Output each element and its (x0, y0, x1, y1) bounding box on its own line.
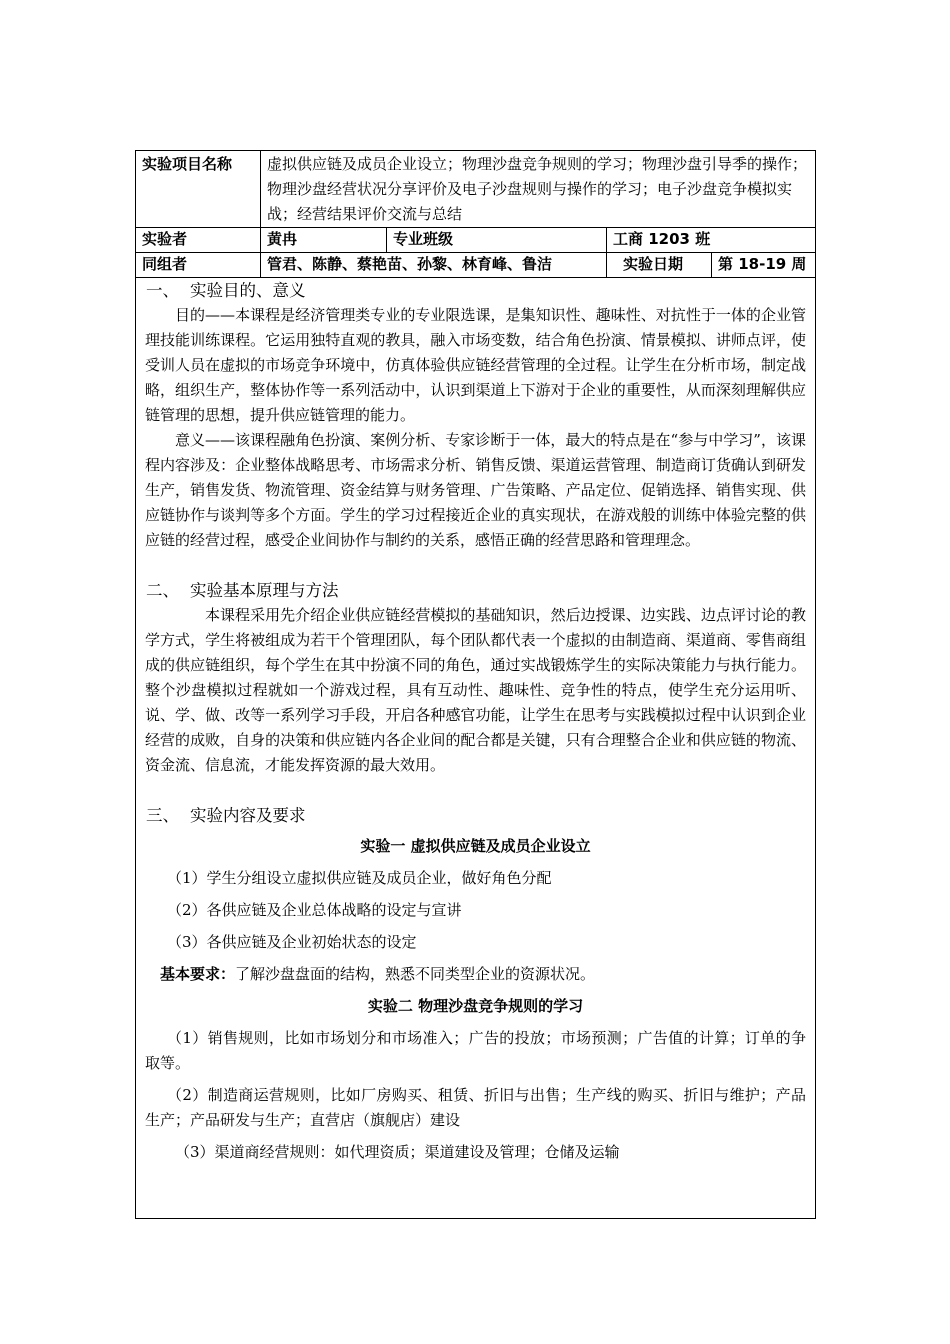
experiment1-title: 实验一 虚拟供应链及成员企业设立 (360, 837, 591, 855)
group-row (136, 252, 815, 278)
report-body (145, 278, 806, 1165)
section3-heading (146, 803, 806, 828)
section1-heading (146, 278, 806, 303)
experiment1-item: （2）各供应链及企业总体战略的设定与宣讲 (167, 901, 462, 919)
section1-meaning-paragraph: 意义——该课程融角色扮演、案例分析、专家诊断于一体，最大的特点是在“参与中学习”，该课程内容涉及：企业整体战略思考、市场需求分析、销售反馈、渠道运营管理、制造商订货确认到研发生产，销售发货、物流管理、资金结算与财务管理、广告策略、产品定位、促销选择、销售实现、供应链协作与谈判等多个方面。学生的学习过程接近企业的真实现状，在游戏般的训练中体验完整的供应链的经营过程，感受企业间协作与制约的关系，感悟正确的经营思路和管理理念。 (145, 431, 806, 549)
report-form (135, 150, 816, 1219)
section3-title: 实验内容及要求 (190, 806, 306, 825)
experiment2-item: （1）销售规则，比如市场划分和市场准入；广告的投放；市场预测；广告值的计算；订单的争取等。 (145, 1029, 806, 1072)
experiment2-title: 实验二 物理沙盘竞争规则的学习 (367, 997, 584, 1015)
requirement-text: 了解沙盘盘面的结构，熟悉不同类型企业的资源状况。 (235, 965, 596, 983)
experiment1-item: （1）学生分组设立虚拟供应链及成员企业，做好角色分配 (167, 869, 552, 887)
project-value: 虚拟供应链及成员企业设立；物理沙盘竞争规则的学习；物理沙盘引导季的操作；物理沙盘经营状况分享评价及电子沙盘规则与操作的学习；电子沙盘竞争模拟实战；经营结果评价交流与总结 (267, 155, 808, 223)
basic-requirement (145, 962, 806, 987)
group-value: 管君、陈静、蔡艳苗、孙黎、林育峰、鲁洁 (261, 252, 607, 277)
experiment2-item: （2）制造商运营规则，比如厂房购买、租赁、折旧与出售；生产线的购买、折旧与维护；产品生产；产品研发与生产；直营店（旗舰店）建设 (145, 1086, 806, 1129)
section1-number: 一、 (146, 281, 179, 300)
experimenter-value: 黄冉 (261, 227, 387, 252)
section1-purpose-paragraph: 目的——本课程是经济管理类专业的专业限选课，是集知识性、趣味性、对抗性于一体的企业管理技能训练课程。它运用独特直观的教具，融入市场变数，结合角色扮演、情景模拟、讲师点评，使受训人员在虚拟的市场竞争环境中，仿真体验供应链经营管理的全过程。让学生在分析市场，制定战略，组织生产，整体协作等一系列活动中，认识到渠道上下游对于企业的重要性，从而深刻理解供应链管理的思想，提升供应链管理的能力。 (145, 306, 806, 424)
date-label: 实验日期 (607, 252, 712, 277)
experimenter-label: 实验者 (136, 227, 261, 252)
date-value: 第 18-19 周 (718, 255, 807, 273)
group-label: 同组者 (136, 252, 261, 277)
class-value: 工商 1203 班 (613, 230, 711, 248)
experimenter-row (136, 227, 815, 253)
section2-number: 二、 (146, 581, 179, 600)
class-label: 专业班级 (387, 227, 607, 252)
section2-paragraph: 本课程采用先介绍企业供应链经营模拟的基础知识，然后边授课、边实践、边点评讨论的教学方式，学生将被组成为若干个管理团队，每个团队都代表一个虚拟的由制造商、渠道商、零售商组成的供应链组织，每个学生在其中扮演不同的角色，通过实战锻炼学生的实际决策能力与执行能力。整个沙盘模拟过程就如一个游戏过程，具有互动性、趣味性、竞争性的特点，使学生充分运用听、说、学、做、改等一系列学习手段，开启各种感官功能，让学生在思考与实践模拟过程中认识到企业经营的成败，自身的决策和供应链内各企业间的配合都是关键，只有合理整合企业和供应链的物流、资金流、信息流，才能发挥资源的最大效用。 (145, 606, 806, 774)
section1-title: 实验目的、意义 (190, 281, 306, 300)
project-row (136, 151, 815, 228)
section3-number: 三、 (146, 806, 179, 825)
project-label: 实验项目名称 (136, 151, 261, 227)
section2-title: 实验基本原理与方法 (190, 581, 339, 600)
experiment1-item: （3）各供应链及企业初始状态的设定 (167, 933, 417, 951)
experiment2-item: （3）渠道商经营规则：如代理资质；渠道建设及管理；仓储及运输 (175, 1143, 620, 1161)
section2-heading (146, 578, 806, 603)
requirement-label: 基本要求： (160, 965, 236, 983)
